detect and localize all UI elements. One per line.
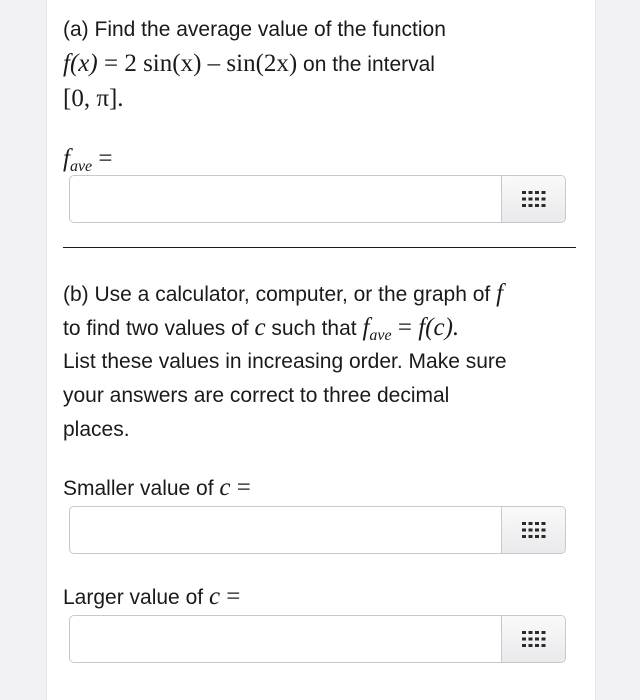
part-b-line-2-f: f	[362, 314, 370, 341]
part-a-function-line	[63, 50, 435, 79]
function-lhs: f(x)	[63, 50, 98, 77]
part-b-prompt-line-3: List these values in increasing order. Make sure	[63, 350, 507, 373]
part-b-prompt-line-4: your answers are correct to three decimal	[63, 384, 450, 407]
fave-subscript: ave	[69, 158, 93, 175]
part-b-line-2-fc: f(c).	[418, 314, 460, 341]
larger-c-label	[63, 583, 240, 612]
smaller-c-symbol: c	[219, 474, 231, 501]
math-palette-grid-icon	[522, 631, 546, 647]
function-rhs: 2 sin(x) – sin(2x)	[124, 50, 298, 77]
interval: [0, π].	[63, 85, 124, 112]
larger-c-answer-input[interactable]	[70, 616, 500, 662]
part-a-prompt-line-1: (a) Find the average value of the function	[63, 18, 446, 41]
math-palette-grid-icon	[522, 522, 546, 538]
fave-label	[63, 145, 113, 176]
part-b-prompt-line-5: places.	[63, 418, 130, 441]
fave-palette-button[interactable]	[501, 176, 565, 222]
part-b-line-2-subscript: ave	[369, 327, 392, 344]
part-b-line-2-equals: =	[391, 314, 419, 341]
part-b-prompt-line-2	[63, 314, 459, 345]
smaller-c-label	[63, 474, 251, 503]
smaller-c-answer-input[interactable]	[70, 507, 500, 553]
function-tail-text: on the interval	[297, 53, 435, 76]
larger-c-equals: =	[220, 583, 241, 610]
math-palette-grid-icon	[522, 191, 546, 207]
smaller-c-equals: =	[230, 474, 251, 501]
fave-f: f	[63, 145, 70, 172]
fave-equals: =	[92, 145, 113, 172]
larger-c-answer-box	[69, 615, 566, 663]
larger-c-label-text: Larger value of	[63, 586, 209, 609]
fave-answer-box	[69, 175, 566, 223]
smaller-c-answer-box	[69, 506, 566, 554]
part-b-line-2-text-b: such that	[265, 317, 363, 340]
smaller-c-palette-button[interactable]	[501, 507, 565, 553]
part-b-prompt-line-1	[63, 280, 503, 309]
part-b-line-2-c: c	[254, 314, 266, 341]
function-equals: =	[97, 50, 125, 77]
fave-answer-input[interactable]	[70, 176, 500, 222]
larger-c-symbol: c	[208, 583, 221, 610]
part-b-line-1-f: f	[496, 280, 504, 307]
smaller-c-label-text: Smaller value of	[63, 477, 220, 500]
larger-c-palette-button[interactable]	[501, 616, 565, 662]
part-b-line-2-text-a: to find two values of	[63, 317, 255, 340]
section-divider	[63, 247, 576, 248]
part-a-interval-line	[63, 85, 124, 114]
part-b-line-1-text: (b) Use a calculator, computer, or the graph of	[63, 283, 497, 306]
